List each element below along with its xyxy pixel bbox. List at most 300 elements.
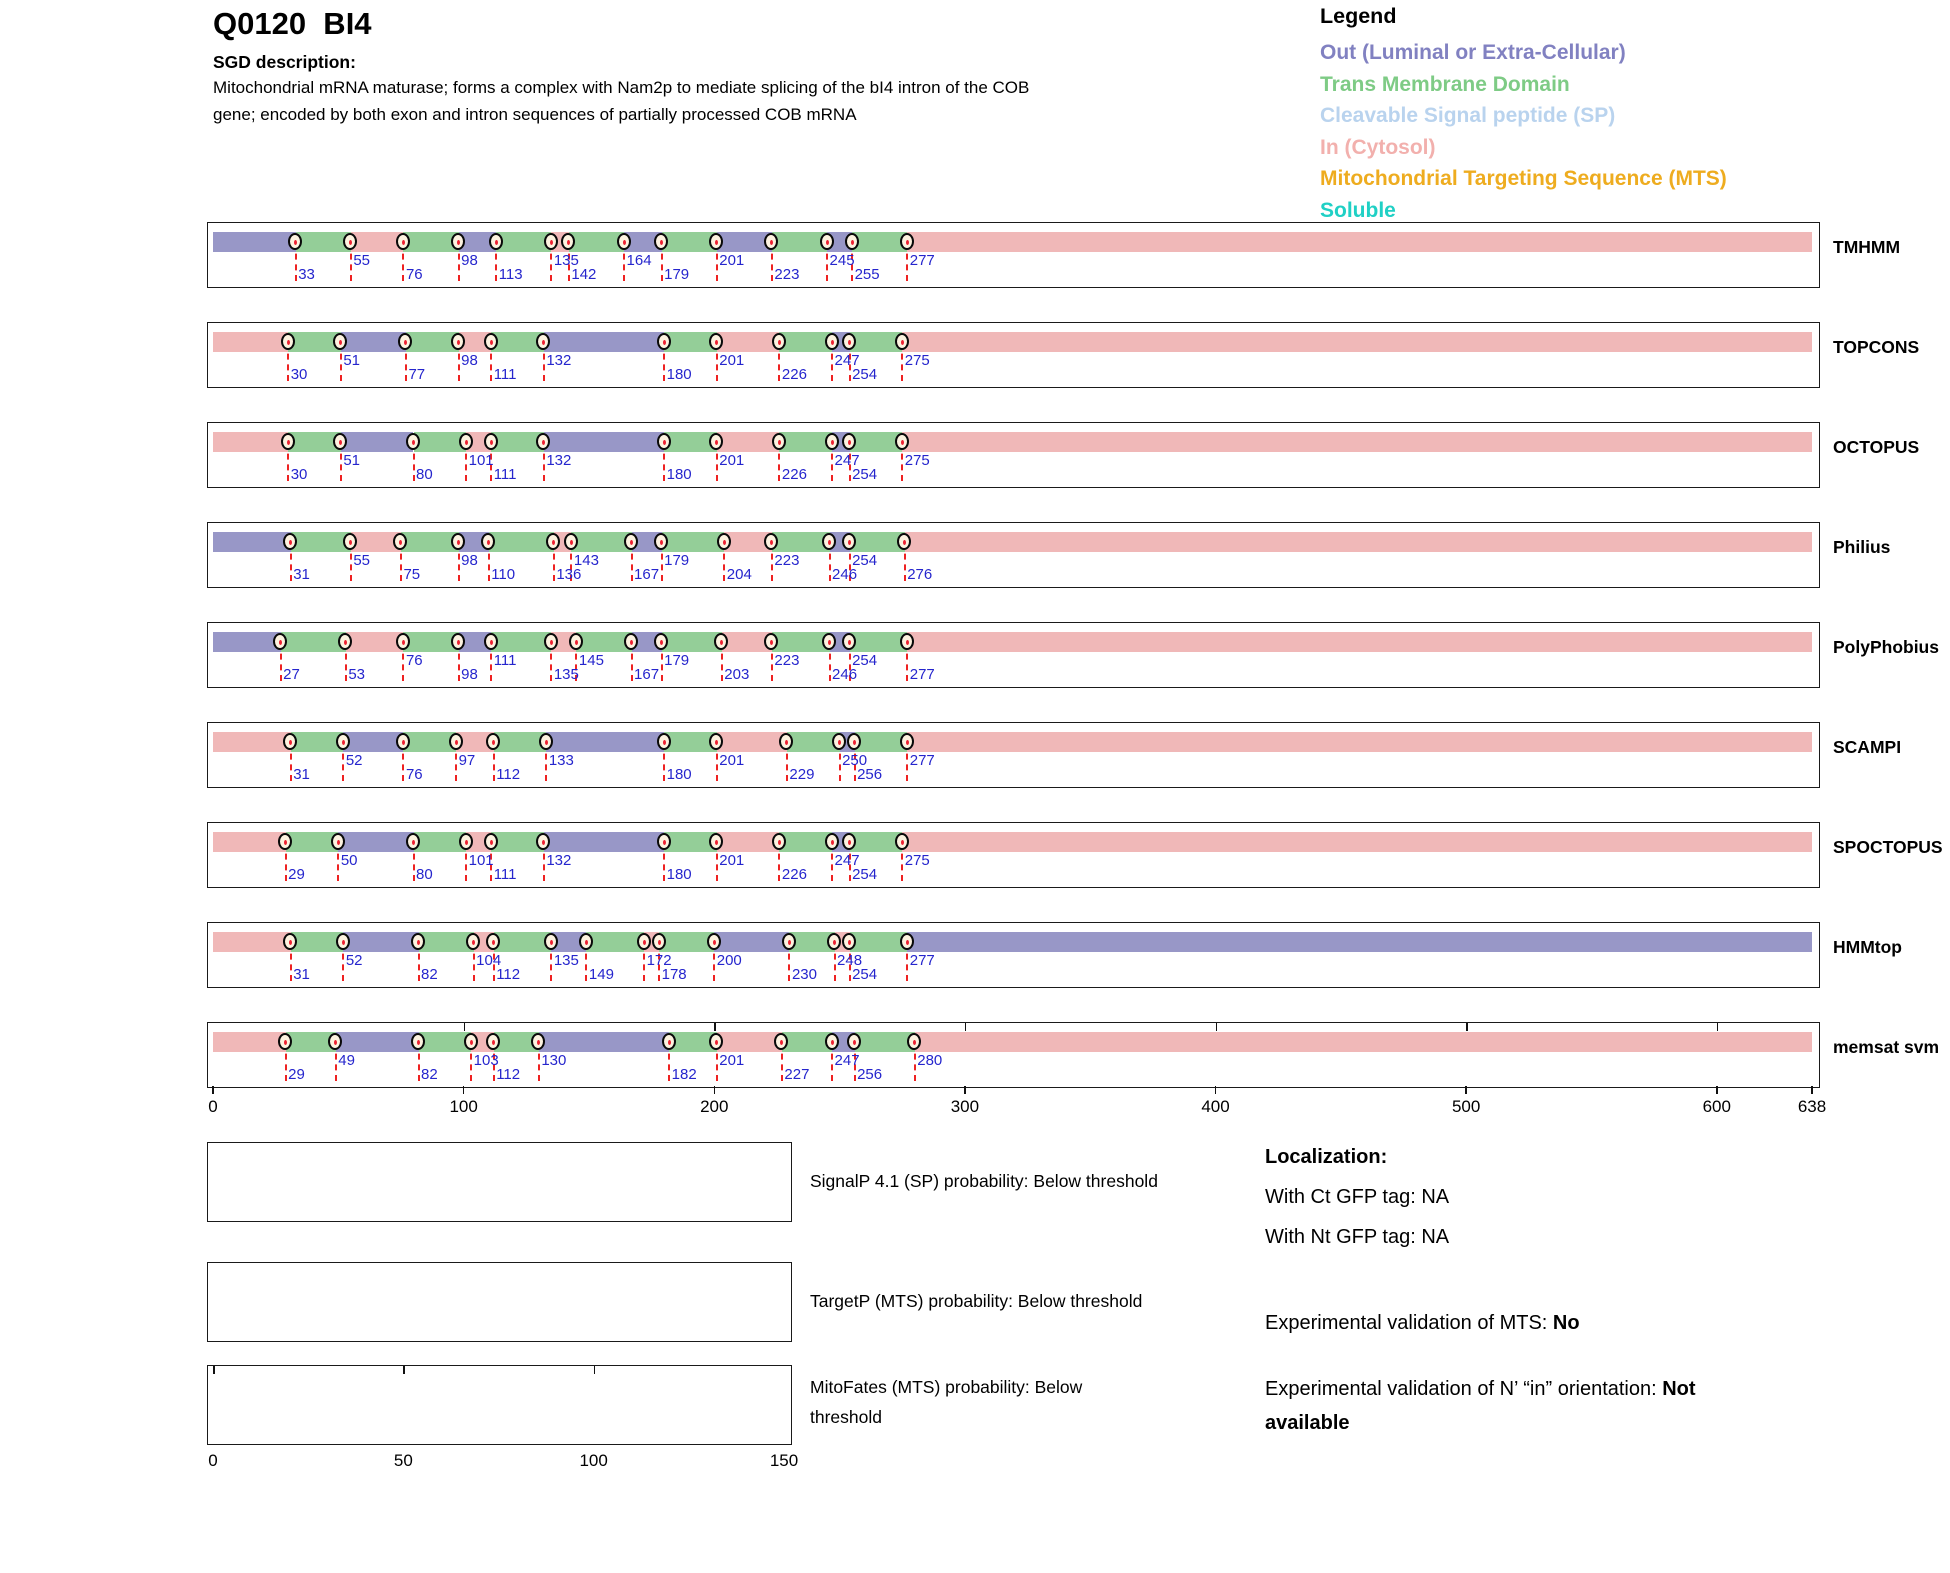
segment-tm [772, 532, 830, 552]
segment-tm [850, 632, 908, 652]
legend-entry-mts: Mitochondrial Targeting Sequence (MTS) [1320, 167, 1727, 190]
legend-title: Legend [1320, 4, 1397, 28]
segment-in [907, 632, 1812, 652]
row-label-polyphobius: PolyPhobius [1833, 637, 1939, 657]
residue-label: 180 [666, 766, 692, 783]
boundary-dot [287, 440, 290, 445]
boundary-dot [848, 540, 851, 545]
orientation-validation-line [1265, 1372, 1770, 1440]
segment-out [546, 732, 664, 752]
residue-label: 280 [917, 1052, 943, 1069]
boundary-dot [284, 1040, 287, 1045]
residue-label: 52 [345, 952, 363, 969]
residue-label: 111 [493, 652, 517, 669]
boundary-dot [853, 1040, 856, 1045]
residue-label: 180 [666, 466, 692, 483]
boundary-dot [402, 740, 405, 745]
legend-entries [1320, 37, 1727, 226]
segment-in [213, 832, 286, 852]
segment-tm [662, 532, 725, 552]
residue-label: 277 [909, 952, 935, 969]
boundary-dot [715, 340, 718, 345]
boundary-dot [906, 240, 909, 245]
residue-label: 164 [626, 252, 652, 269]
orientation-validation-value: Not available [1265, 1378, 1696, 1434]
axis-tick [714, 1086, 716, 1094]
row-label-spoctopus: SPOCTOPUS [1833, 837, 1943, 857]
residue-label: 31 [293, 966, 310, 983]
sgd-description-label: SGD description: [213, 52, 356, 72]
boundary-dot [490, 440, 493, 445]
residue-label: 201 [719, 752, 745, 769]
segment-out [539, 1032, 669, 1052]
boundary-dot [778, 840, 781, 845]
residue-label: 112 [496, 1066, 521, 1083]
residue-label: 254 [852, 552, 878, 569]
residue-label: 111 [493, 366, 517, 383]
boundary-dot [660, 540, 663, 545]
residue-label: 275 [904, 852, 930, 869]
residue-label: 98 [461, 552, 478, 569]
residue-label: 275 [904, 352, 930, 369]
probability-panel-box [207, 1142, 792, 1222]
segment-in [902, 432, 1812, 452]
segment-in [213, 732, 291, 752]
boundary-dot [903, 540, 906, 545]
boundary-dot [831, 1040, 834, 1045]
residue-label: 103 [473, 1052, 499, 1069]
residue-label: 179 [664, 266, 690, 283]
axis-tick [1465, 1086, 1467, 1094]
row-top-tick [464, 1023, 466, 1031]
segment-in [213, 432, 288, 452]
row-top-tick [1717, 1023, 1719, 1031]
boundary-dot [630, 540, 633, 545]
residue-label: 136 [556, 566, 582, 583]
residue-label: 51 [343, 352, 360, 369]
boundary-dot [417, 940, 420, 945]
row-top-tick [714, 1023, 716, 1031]
residue-label: 82 [421, 1066, 438, 1083]
boundary-dot [663, 840, 666, 845]
segment-tm [571, 532, 631, 552]
residue-label: 55 [353, 552, 371, 569]
residue-label: 167 [634, 666, 660, 683]
residue-label: 256 [857, 766, 883, 783]
segment-out [336, 1032, 419, 1052]
segment-tm [659, 932, 714, 952]
boundary-dot [828, 640, 831, 645]
segment-out [341, 332, 406, 352]
boundary-dot [848, 340, 851, 345]
residue-label: 31 [293, 566, 310, 583]
boundary-dot [906, 740, 909, 745]
segment-out [714, 932, 789, 952]
boundary-dot [901, 340, 904, 345]
residue-label: 246 [832, 666, 858, 683]
axis-tick [1716, 1086, 1718, 1094]
boundary-dot [838, 740, 841, 745]
residue-label: 223 [774, 552, 800, 569]
residue-label: 203 [724, 666, 750, 683]
panel-top-tick [594, 1366, 596, 1374]
boundary-dot [470, 1040, 473, 1045]
boundary-dot [492, 740, 495, 745]
boundary-dot [412, 440, 415, 445]
boundary-dot [457, 240, 460, 245]
boundary-dot [465, 840, 468, 845]
segment-tm [281, 632, 346, 652]
residue-label: 172 [646, 952, 672, 969]
residue-label: 98 [461, 252, 478, 269]
residue-label: 227 [784, 1066, 810, 1083]
probability-panel-label: MitoFates (MTS) probability: Below threshold [810, 1377, 1083, 1427]
boundary-dot [279, 640, 282, 645]
residue-label: 179 [664, 552, 690, 569]
boundary-dot [457, 640, 460, 645]
segment-in [346, 632, 404, 652]
boundary-dot [713, 940, 716, 945]
residue-label: 247 [834, 452, 860, 469]
residue-label: 226 [781, 866, 807, 883]
residue-label: 180 [666, 866, 692, 883]
residue-label: 98 [461, 666, 478, 683]
boundary-dot [853, 740, 856, 745]
boundary-dot [337, 840, 340, 845]
residue-label: 254 [852, 866, 878, 883]
residue-label: 201 [719, 252, 745, 269]
residue-label: 97 [458, 752, 476, 769]
segment-in [717, 832, 780, 852]
page-title: Q0120 BI4 [213, 6, 372, 41]
residue-label: 245 [829, 252, 855, 269]
boundary-dot [663, 740, 666, 745]
axis-tick-label: 600 [1702, 1097, 1731, 1116]
residue-label: 27 [283, 666, 300, 683]
boundary-dot [723, 540, 726, 545]
boundary-dot [545, 740, 548, 745]
segment-out [544, 832, 664, 852]
segment-tm [291, 532, 351, 552]
segment-out [544, 332, 664, 352]
residue-label: 80 [416, 866, 433, 883]
boundary-dot [457, 540, 460, 545]
boundary-dot [490, 340, 493, 345]
residue-label: 226 [781, 366, 807, 383]
residue-label: 182 [671, 1066, 697, 1083]
residue-label: 101 [468, 852, 494, 869]
boundary-dot [472, 940, 475, 945]
boundary-dot [848, 440, 851, 445]
residue-label: 82 [421, 966, 438, 983]
panel-top-tick [213, 1366, 215, 1374]
boundary-dot [663, 340, 666, 345]
residue-label: 80 [416, 466, 433, 483]
boundary-dot [412, 840, 415, 845]
boundary-dot [402, 240, 405, 245]
residue-label: 75 [403, 566, 421, 583]
boundary-dot [913, 1040, 916, 1045]
axis-tick-label: 0 [208, 1097, 218, 1116]
row-top-tick [1466, 1023, 1468, 1031]
residue-label: 167 [634, 566, 660, 583]
residue-label: 275 [904, 452, 930, 469]
mts-validation-value: No [1552, 1312, 1580, 1334]
boundary-dot [778, 340, 781, 345]
residue-label: 223 [774, 266, 800, 283]
segment-out [338, 832, 413, 852]
segment-out [343, 932, 418, 952]
mts-validation-label: Experimental validation of MTS: [1265, 1312, 1553, 1334]
boundary-dot [457, 340, 460, 345]
boundary-dot [550, 640, 553, 645]
residue-label: 254 [852, 652, 878, 669]
residue-label: 135 [553, 252, 579, 269]
segment-out [907, 932, 1812, 952]
axis-tick [1215, 1086, 1217, 1094]
probability-panel-label: TargetP (MTS) probability: Below threshold [810, 1291, 1143, 1311]
residue-label: 135 [553, 952, 579, 969]
residue-label: 247 [834, 1052, 860, 1069]
boundary-dot [828, 540, 831, 545]
residue-label: 226 [781, 466, 807, 483]
axis-tick [212, 1086, 214, 1094]
segment-out [213, 632, 281, 652]
boundary-dot [284, 840, 287, 845]
segment-tm [772, 632, 830, 652]
residue-label: 29 [288, 1066, 305, 1083]
residue-label: 201 [719, 852, 745, 869]
residue-label: 76 [405, 266, 423, 283]
axis-tick-label: 100 [449, 1097, 478, 1116]
segment-out [213, 532, 291, 552]
boundary-dot [623, 240, 626, 245]
boundary-dot [660, 240, 663, 245]
boundary-dot [402, 640, 405, 645]
residue-label: 98 [461, 352, 478, 369]
residue-label: 255 [854, 266, 880, 283]
residue-label: 55 [353, 252, 371, 269]
residue-label: 53 [348, 666, 366, 683]
residue-label: 112 [496, 766, 521, 783]
segment-tm [852, 232, 907, 252]
panel-top-tick [403, 1366, 405, 1374]
axis-tick-label: 200 [700, 1097, 729, 1116]
boundary-dot [901, 440, 904, 445]
residue-label: 247 [834, 352, 860, 369]
residue-label: 201 [719, 452, 745, 469]
boundary-dot [492, 1040, 495, 1045]
residue-label: 277 [909, 252, 935, 269]
boundary-dot [660, 640, 663, 645]
residue-label: 229 [789, 766, 815, 783]
segment-tm [489, 532, 554, 552]
segment-tm [850, 932, 908, 952]
segment-in [213, 1032, 286, 1052]
row-label-octopus: OCTOPUS [1833, 437, 1920, 457]
boundary-dot [668, 1040, 671, 1045]
residue-label: 254 [852, 966, 878, 983]
segment-in [902, 332, 1812, 352]
segment-out [213, 232, 296, 252]
row-label-scampi: SCAMPI [1833, 737, 1902, 757]
boundary-dot [831, 340, 834, 345]
row-label-topcons: TOPCONS [1833, 337, 1920, 357]
boundary-dot [848, 840, 851, 845]
boundary-dot [848, 940, 851, 945]
panel-axis-tick-label: 100 [579, 1451, 608, 1470]
segment-tm [401, 532, 459, 552]
probability-panel-box [207, 1262, 792, 1342]
boundary-dot [831, 840, 834, 845]
probability-panel-box [207, 1365, 792, 1445]
residue-label: 50 [340, 852, 358, 869]
localization-nt-gfp: With Nt GFP tag: NA [1265, 1226, 1450, 1248]
panel-axis-tick-label: 50 [393, 1451, 413, 1470]
axis-tick [463, 1086, 465, 1094]
legend-entry-in: In (Cytosol) [1320, 135, 1436, 159]
segment-tm [586, 932, 644, 952]
residue-label: 30 [290, 366, 308, 383]
axis-tick [964, 1086, 966, 1094]
legend-entry-tm: Trans Membrane Domain [1320, 72, 1570, 96]
residue-label: 51 [343, 452, 360, 469]
residue-label: 132 [546, 452, 572, 469]
boundary-dot [570, 540, 573, 545]
residue-label: 149 [588, 966, 614, 983]
segment-in [902, 832, 1812, 852]
boundary-dot [289, 540, 292, 545]
boundary-dot [715, 240, 718, 245]
boundary-dot [906, 940, 909, 945]
residue-label: 180 [666, 366, 692, 383]
legend-entry-sp: Cleavable Signal peptide (SP) [1320, 104, 1616, 127]
boundary-dot [851, 240, 854, 245]
residue-label: 277 [909, 666, 935, 683]
residue-label: 276 [907, 566, 933, 583]
segment-in [905, 532, 1812, 552]
segment-tm [662, 632, 722, 652]
boundary-dot [585, 940, 588, 945]
segment-out [343, 732, 403, 752]
boundary-dot [492, 940, 495, 945]
boundary-dot [490, 840, 493, 845]
residue-label: 52 [345, 752, 363, 769]
segment-in [717, 732, 787, 752]
boundary-dot [658, 940, 661, 945]
boundary-dot [906, 640, 909, 645]
boundary-dot [663, 440, 666, 445]
axis-tick-label: 500 [1451, 1097, 1481, 1116]
residue-label: 179 [664, 652, 690, 669]
residue-label: 30 [290, 466, 308, 483]
segment-out [544, 432, 664, 452]
residue-label: 110 [491, 566, 516, 583]
segment-in [915, 1032, 1812, 1052]
residue-label: 111 [493, 466, 517, 483]
row-label-hmmtop: HMMtop [1833, 937, 1903, 957]
segment-in [717, 332, 780, 352]
boundary-dot [715, 440, 718, 445]
legend [1320, 4, 1727, 226]
residue-label: 49 [338, 1052, 355, 1069]
residue-label: 113 [498, 266, 523, 283]
residue-label: 250 [842, 752, 868, 769]
segment-tm [494, 932, 552, 952]
residue-label: 200 [716, 952, 742, 969]
boundary-dot [833, 940, 836, 945]
row-top-tick [965, 1023, 967, 1031]
boundary-dot [550, 940, 553, 945]
boundary-dot [287, 340, 290, 345]
residue-label: 135 [553, 666, 579, 683]
residue-label: 76 [405, 766, 423, 783]
residue-label: 247 [834, 852, 860, 869]
boundary-dot [342, 940, 345, 945]
boundary-dot [495, 240, 498, 245]
residue-label: 112 [496, 966, 521, 983]
boundary-dot [630, 640, 633, 645]
orientation-validation-label: Experimental validation of N’ “in” orientation: [1265, 1378, 1663, 1400]
legend-entry-soluble: Soluble [1320, 198, 1396, 222]
residue-label: 277 [909, 752, 935, 769]
residue-label: 248 [837, 952, 863, 969]
boundary-dot [901, 840, 904, 845]
boundary-dot [289, 940, 292, 945]
segment-tm [772, 232, 827, 252]
residue-label: 246 [832, 566, 858, 583]
residue-label: 178 [661, 966, 687, 983]
localization-ct-gfp: With Ct GFP tag: NA [1265, 1186, 1450, 1208]
segment-in [907, 732, 1812, 752]
row-label-tmhmm: TMHMM [1833, 237, 1901, 257]
boundary-dot [289, 740, 292, 745]
residue-label: 101 [468, 452, 494, 469]
boundary-dot [455, 740, 458, 745]
boundary-dot [778, 440, 781, 445]
boundary-dot [294, 240, 297, 245]
residue-label: 230 [791, 966, 817, 983]
residue-label: 133 [548, 752, 574, 769]
segment-out [341, 432, 414, 452]
residue-label: 33 [298, 266, 315, 283]
residue-label: 201 [719, 352, 745, 369]
residue-label: 31 [293, 766, 310, 783]
residue-label: 204 [726, 566, 752, 583]
boundary-dot [826, 240, 829, 245]
boundary-dot [715, 740, 718, 745]
boundary-dot [643, 940, 646, 945]
panel-axis-tick-label: 0 [208, 1451, 218, 1470]
boundary-dot [465, 440, 468, 445]
axis-tick-label: 400 [1201, 1097, 1230, 1116]
boundary-dot [550, 240, 553, 245]
segment-tm [569, 232, 624, 252]
segment-in [213, 332, 288, 352]
residue-label: 132 [546, 352, 572, 369]
panel-axis-tick-label: 150 [769, 1451, 799, 1470]
residue-label: 254 [852, 466, 878, 483]
residue-label: 145 [578, 652, 604, 669]
probability-panel-label: SignalP 4.1 (SP) probability: Below threshold [810, 1171, 1158, 1191]
localization-title: Localization: [1265, 1146, 1388, 1168]
segment-tm [491, 632, 551, 652]
axis-tick-label: 300 [950, 1097, 980, 1116]
residue-label: 29 [288, 866, 305, 883]
boundary-dot [831, 440, 834, 445]
residue-label: 143 [573, 552, 599, 569]
segment-in [717, 1032, 782, 1052]
